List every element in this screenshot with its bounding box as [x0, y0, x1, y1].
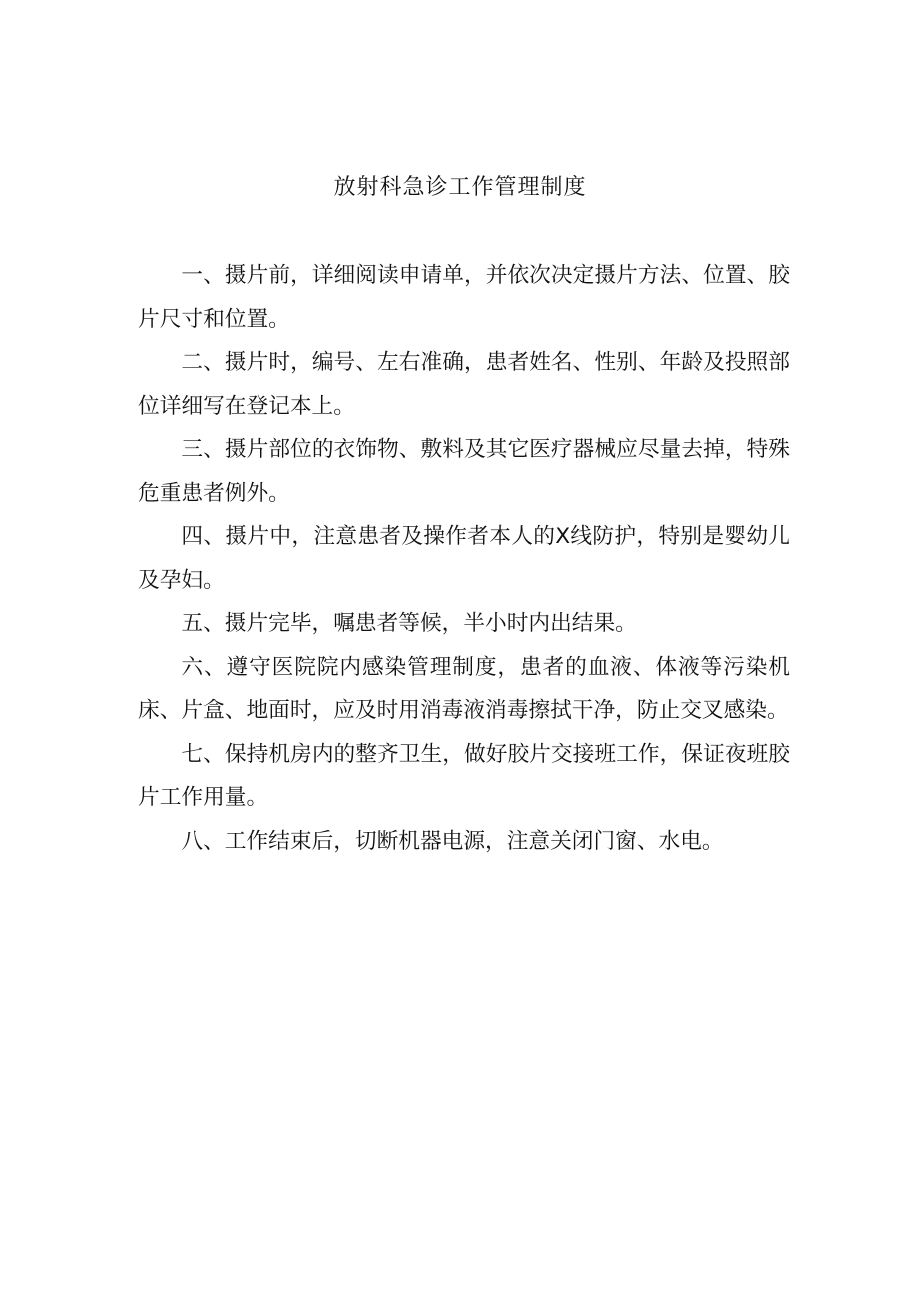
paragraph-1: 一、摄片前，详细阅读申请单，并依次决定摄片方法、位置、胶片尺寸和位置。: [138, 263, 790, 332]
paragraph-6: 六、遵守医院院内感染管理制度，患者的血液、体液等污染机床、片盒、地面时，应及时用消毒液消毒擦拭干净，防止交叉感染。: [138, 654, 790, 723]
paragraph-2: 二、摄片时，编号、左右准确，患者姓名、性别、年龄及投照部位详细写在登记本上。: [138, 350, 790, 419]
paragraph-3: 三、摄片部位的衣饰物、敷料及其它医疗器械应尽量去掉，特殊危重患者例外。: [138, 437, 790, 506]
document-title: 放射科急诊工作管理制度: [333, 175, 587, 200]
paragraph-4: 四、摄片中，注意患者及操作者本人的X线防护，特别是婴幼儿及孕妇。: [138, 524, 790, 593]
paragraph-7: 七、保持机房内的整齐卫生，做好胶片交接班工作，保证夜班胶片工作用量。: [138, 741, 790, 810]
paragraph-5: 五、摄片完毕，嘱患者等候，半小时内出结果。: [181, 611, 637, 636]
document-body: [138, 254, 790, 863]
paragraph-8: 八、工作结束后，切断机器电源，注意关闭门窗、水电。: [181, 828, 724, 854]
